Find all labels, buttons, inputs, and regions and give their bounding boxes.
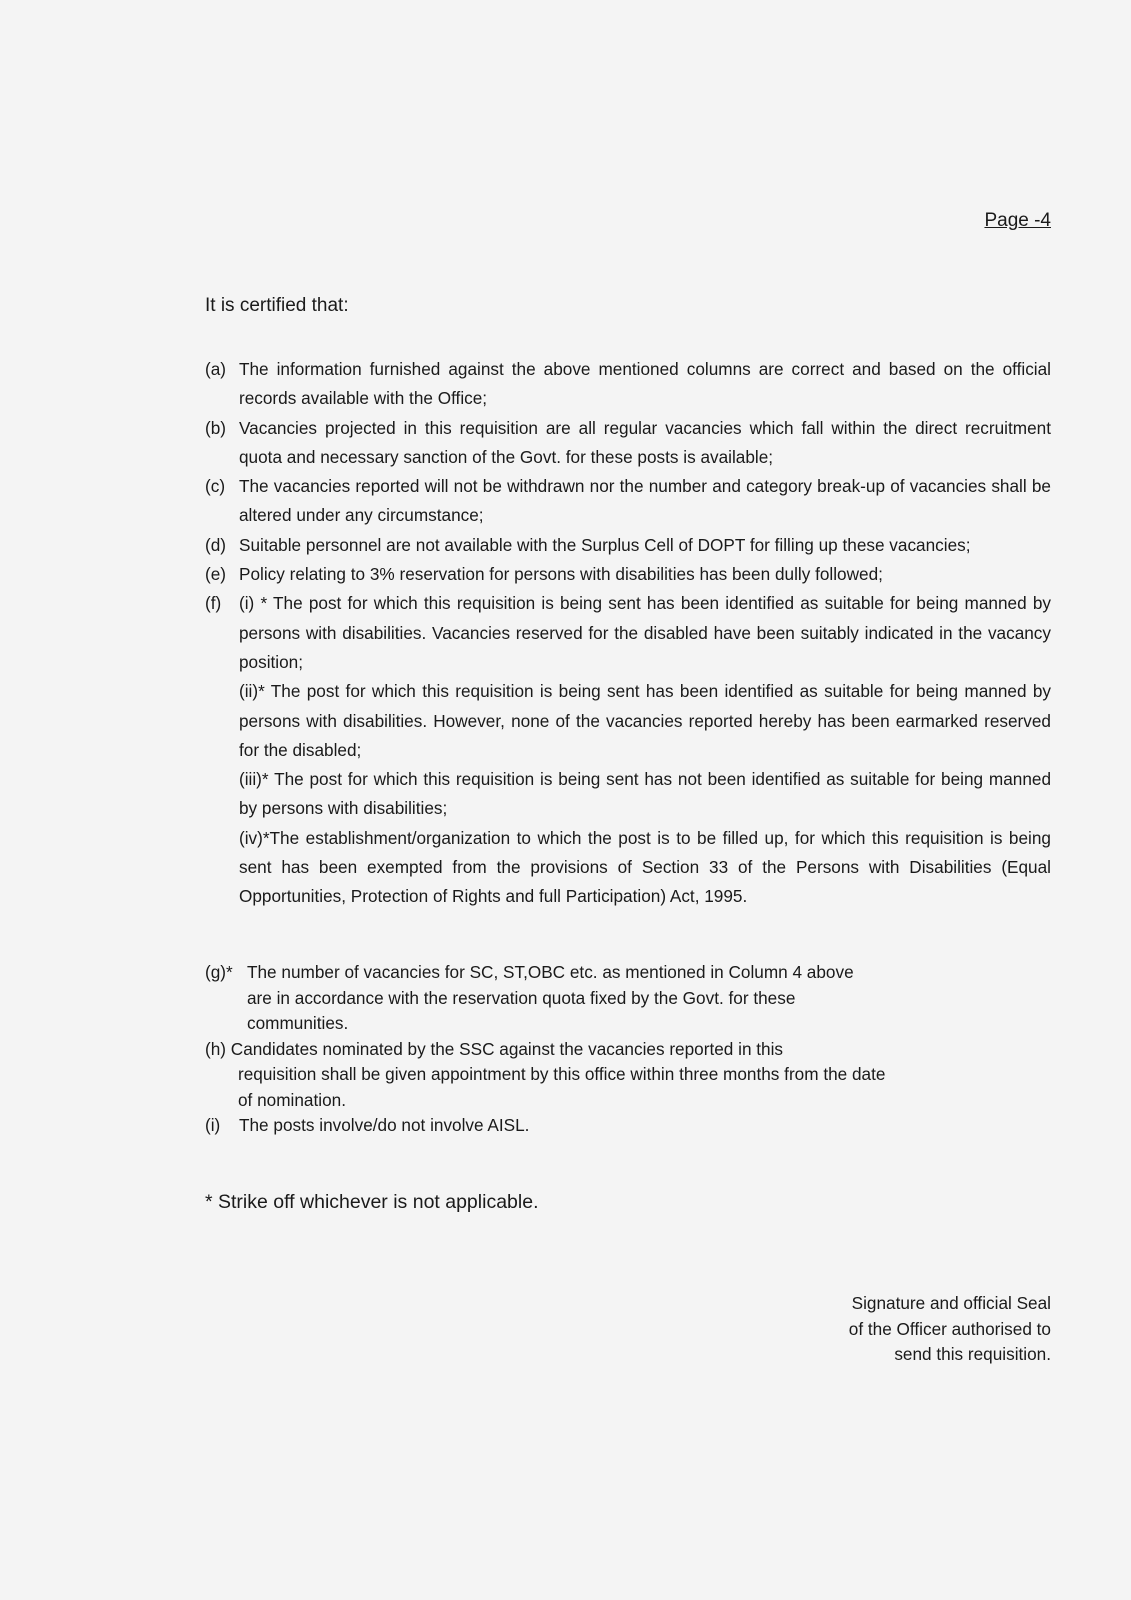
certification-item-g (205, 960, 1051, 1037)
item-text: The vacancies reported will not be withdrawn nor the number and category break-up of vacancies shall be altered under any circumstance; (239, 476, 1051, 526)
certification-item-i (205, 1113, 1051, 1139)
certification-item-a (205, 355, 1051, 414)
item-text: Vacancies projected in this requisition are all regular vacancies which fall within the direct recruitment quota and necessary sanction of the Govt. for these posts is available; (239, 417, 1051, 467)
certification-list-continued (205, 960, 1051, 1139)
certification-item-b (205, 414, 1051, 473)
item-text (247, 960, 1051, 1037)
intro-heading: It is certified that: (205, 295, 349, 316)
certification-item-e (205, 560, 1051, 589)
certification-list (205, 355, 1051, 912)
item-marker: (b) (205, 417, 227, 438)
item-g-line-1: The number of vacancies for SC, ST,OBC etc. as mentioned in Column 4 above (247, 962, 854, 982)
signature-line-3: send this requisition. (894, 1344, 1051, 1364)
subitem-ii: (ii)* The post for which this requisition is being sent has been identified as suitable for being manned by persons with disabilities. However, none of the vacancies reported hereby has been earmarked reserved for the disabled; (239, 681, 1051, 760)
strike-off-note: * Strike off whichever is not applicable. (205, 1191, 539, 1213)
item-text: The posts involve/do not involve AISL. (239, 1115, 530, 1135)
certification-item-f (205, 589, 1051, 911)
item-marker: (a) (205, 359, 227, 379)
item-marker: (i) (205, 1115, 221, 1135)
item-marker: (d) (205, 534, 227, 555)
item-marker: (f) (205, 593, 222, 614)
page-number: Page -4 (984, 210, 1051, 231)
item-h-line-3: of nomination. (238, 1089, 346, 1110)
item-text: The information furnished against the above mentioned columns are correct and based on the official records available with the Office; (239, 359, 1051, 409)
subitem-i: (i) * The post for which this requisition is being sent has been identified as suitable for being manned by persons with disabilities. Vacancies reserved for the disabled have been suitably indicated in the vacancy position; (239, 593, 1051, 672)
signature-block (849, 1291, 1051, 1368)
item-g-line-2: are in accordance with the reservation quota fixed by the Govt. for these (247, 987, 796, 1008)
signature-line-2: of the Officer authorised to (848, 1318, 1051, 1339)
item-f-body (239, 589, 1051, 911)
subitem-iii: (iii)* The post for which this requisition is being sent has not been identified as suitable for being manned by persons with disabilities; (239, 769, 1051, 819)
item-text: Policy relating to 3% reservation for persons with disabilities has been dully followed; (239, 564, 883, 585)
item-marker: (c) (205, 476, 226, 497)
subitem-iv: (iv)*The establishment/organization to which the post is to be filled up, for which this requisition is being sent has been exempted from the provisions of Section 33 of the Persons with Disabilities (Equal Opportunities, Protection of Rights and full Participation) Act, 1995. (239, 827, 1051, 907)
item-text (205, 1037, 1051, 1114)
certification-item-h (205, 1037, 1051, 1114)
item-text: Suitable personnel are not available with the Surplus Cell of DOPT for filling up these vacancies; (239, 534, 971, 555)
item-g-line-3: communities. (247, 1013, 349, 1033)
item-h-line-2: requisition shall be given appointment by this office within three months from the date (238, 1064, 886, 1084)
item-marker: (e) (205, 564, 227, 585)
certification-item-c (205, 472, 1051, 531)
certification-item-d (205, 531, 1051, 560)
item-marker: (g)* (205, 962, 233, 982)
item-h-line-1: (h) Candidates nominated by the SSC against the vacancies reported in this (205, 1038, 784, 1059)
signature-line-1: Signature and official Seal (851, 1293, 1051, 1313)
